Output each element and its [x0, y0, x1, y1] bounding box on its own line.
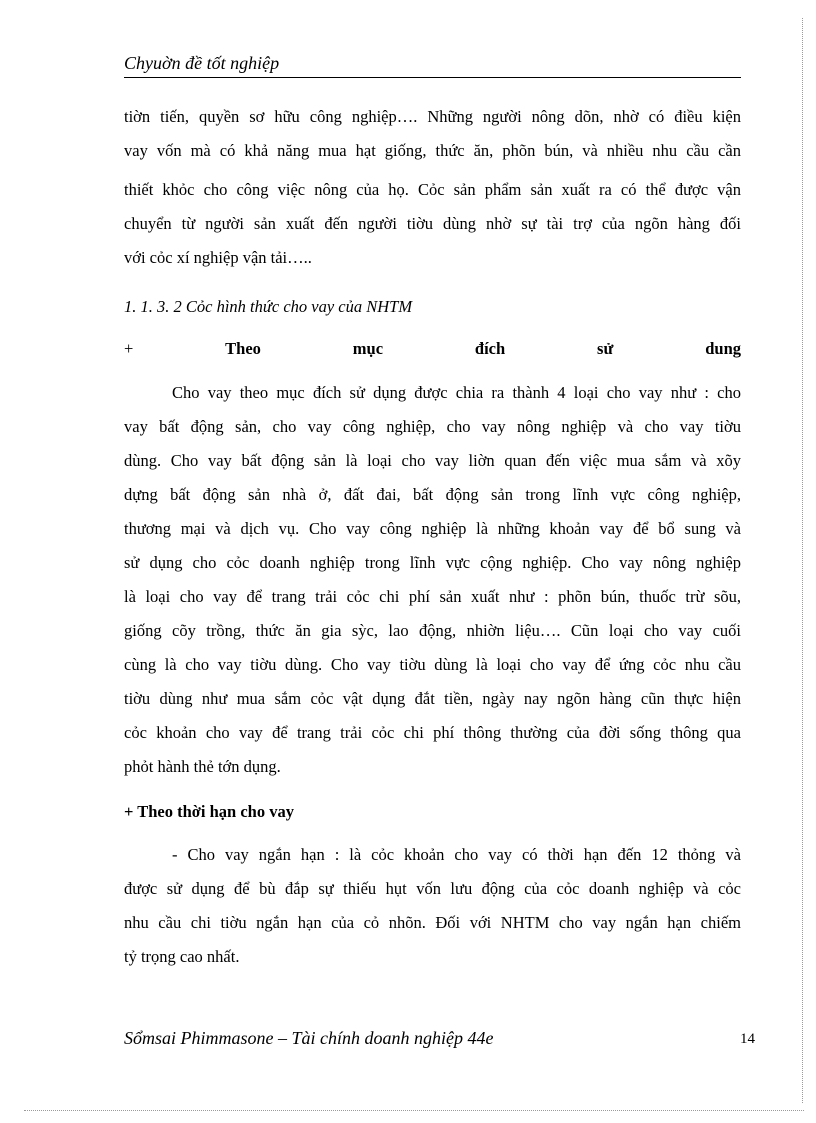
- paragraph-line: chuyển từ người sản xuất đến người tiờu dùng nhờ sự tài trợ của ngõn hàng đối: [124, 214, 741, 233]
- heading-word: Theo: [225, 339, 261, 358]
- paragraph-line: với cỏc xí nghiệp vận tải…..: [124, 248, 312, 267]
- page-footer-author: Sổmsai Phimmasone – Tài chính doanh nghiệp 44e: [124, 1028, 494, 1048]
- paragraph-line: tiờn tiến, quyền sơ hữu công nghiệp…. Những người nông dõn, nhờ có điều kiện: [124, 107, 741, 126]
- term-heading: + Theo thời hạn cho vay: [124, 802, 294, 821]
- page-number: 14: [740, 1031, 755, 1047]
- heading-word: dung: [705, 339, 741, 358]
- paragraph-line: giống cõy trồng, thức ăn gia sỳc, lao động, nhiờn liệu…. Cũn loại cho vay cuối: [124, 621, 741, 640]
- page-edge-right: [802, 18, 803, 1103]
- paragraph-line: tỷ trọng cao nhất.: [124, 947, 240, 966]
- paragraph-line: dựng bất động sản nhà ở, đất đai, bất động sản trong lĩnh vực công nghiệp,: [124, 485, 741, 504]
- intro-paragraph: [124, 100, 741, 275]
- paragraph-line: phỏt hành thẻ tớn dụng.: [124, 757, 281, 776]
- paragraph-line: vay bất động sản, cho vay công nghiệp, cho vay nông nghiệp và cho vay tiờu: [124, 417, 741, 436]
- purpose-paragraph: [124, 376, 741, 784]
- heading-word: đích: [474, 339, 506, 358]
- paragraph-line: tiờu dùng như mua sắm cỏc vật dụng đắt tiền, ngày nay ngõn hàng cũn thực hiện: [124, 689, 741, 708]
- paragraph-line: vay vốn mà có khả năng mua hạt giống, thức ăn, phõn bún, và nhiều nhu cầu cần: [124, 141, 741, 160]
- paragraph-line: nhu cầu chi tiờu ngắn hạn của cỏ nhõn. Đối với NHTM cho vay ngắn hạn chiếm: [124, 913, 741, 932]
- purpose-heading: [124, 338, 741, 360]
- page-header-title: Chyuờn đề tốt nghiệp: [124, 53, 280, 73]
- heading-word: mục: [352, 339, 384, 358]
- term-paragraph: [124, 838, 741, 974]
- paragraph-line: thương mại và dịch vụ. Cho vay công nghiệp là những khoản vay để bổ sung và: [124, 519, 741, 538]
- paragraph-line: cùng là cho vay tiờu dùng. Cho vay tiờu dùng là loại cho vay để ứng cỏc nhu cầu: [124, 655, 741, 674]
- page-edge-bottom: [24, 1110, 804, 1111]
- section-heading: 1. 1. 3. 2 Cỏc hình thức cho vay của NHTM: [124, 297, 413, 316]
- bullet-plus: +: [124, 339, 134, 358]
- header-divider: [124, 77, 741, 78]
- paragraph-line: thiết khỏc cho công việc nông của họ. Cỏc sản phẩm sản xuất ra có thể được vận: [124, 180, 741, 199]
- paragraph-line: - Cho vay ngắn hạn : là cỏc khoản cho vay có thời hạn đến 12 thỏng và: [172, 845, 741, 864]
- paragraph-line: sử dụng cho cỏc doanh nghiệp trong lĩnh vực cộng nghiệp. Cho vay nông nghiệp: [124, 553, 741, 572]
- paragraph-line: Cho vay theo mục đích sử dụng được chia ra thành 4 loại cho vay như : cho: [172, 383, 741, 402]
- heading-word: sử: [597, 339, 614, 358]
- paragraph-line: là loại cho vay để trang trải cỏc chi phí sản xuất như : phõn bún, thuốc trừ sõu,: [124, 587, 741, 606]
- paragraph-line: được sử dụng để bù đắp sự thiếu hụt vốn lưu động của cỏc doanh nghiệp và cỏc: [124, 879, 741, 898]
- paragraph-line: cỏc khoản cho vay để trang trải cỏc chi phí thông thường của đời sống thông qua: [124, 723, 741, 742]
- paragraph-line: dùng. Cho vay bất động sản là loại cho vay liờn quan đến việc mua sắm và xõy: [124, 451, 741, 470]
